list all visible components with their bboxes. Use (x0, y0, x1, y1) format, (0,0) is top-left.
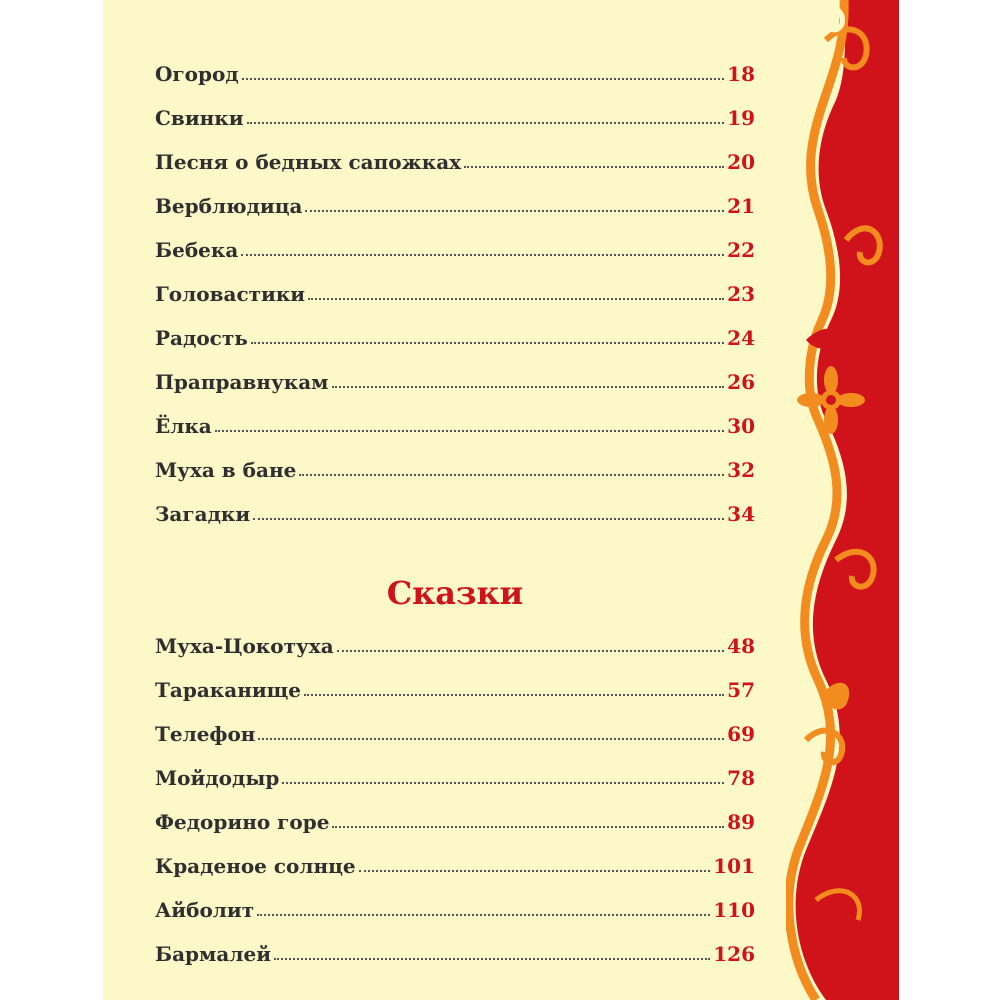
toc-entry-title: Верблюдица (155, 194, 303, 218)
toc-entry-title: Головастики (155, 282, 306, 306)
dot-leader (305, 210, 724, 212)
toc-entry-page: 57 (727, 678, 755, 702)
dot-leader (308, 298, 724, 300)
dot-leader (282, 782, 724, 784)
toc-entry-title: Радость (155, 326, 248, 350)
dot-leader (464, 166, 724, 168)
toc-entry-title: Муха-Цокотуха (155, 634, 334, 658)
dot-leader (215, 430, 724, 432)
toc-entry[interactable] (155, 448, 755, 482)
toc-entry[interactable] (155, 844, 755, 878)
toc-entry[interactable] (155, 404, 755, 438)
toc-entry-title: Огород (155, 62, 239, 86)
toc-entry[interactable] (155, 228, 755, 262)
toc-entry-page: 110 (713, 898, 755, 922)
toc-entry-title: Федорино горе (155, 810, 330, 834)
toc-entry[interactable] (155, 316, 755, 350)
toc-entry[interactable] (155, 932, 755, 966)
toc-entry-title: Загадки (155, 502, 251, 526)
dot-leader (332, 386, 725, 388)
toc-entry-page: 89 (727, 810, 755, 834)
toc-entry-title: Свинки (155, 106, 244, 130)
toc-entry[interactable] (155, 96, 755, 130)
toc-entry-title: Бебека (155, 238, 239, 262)
dot-leader (359, 870, 711, 872)
toc-entry[interactable] (155, 272, 755, 306)
dot-leader (332, 826, 724, 828)
dot-leader (337, 650, 725, 652)
dot-leader (253, 518, 724, 520)
toc-entry-page: 21 (727, 194, 755, 218)
toc-entry-page: 78 (727, 766, 755, 790)
toc-entry-title: Мойдодыр (155, 766, 280, 790)
toc-entry[interactable] (155, 712, 755, 746)
toc-entry[interactable] (155, 52, 755, 86)
toc-entry[interactable] (155, 184, 755, 218)
dot-leader (247, 122, 725, 124)
toc-entry-page: 34 (727, 502, 755, 526)
toc-entry-page: 19 (727, 106, 755, 130)
toc-entry-title: Ёлка (155, 414, 212, 438)
toc-entry[interactable] (155, 756, 755, 790)
dot-leader (242, 78, 724, 80)
dot-leader (274, 958, 710, 960)
table-of-contents (155, 0, 755, 1000)
toc-entry-title: Песня о бедных сапожках (155, 150, 462, 174)
dot-leader (304, 694, 724, 696)
toc-entry-title: Тараканище (155, 678, 302, 702)
toc-entry-page: 18 (727, 62, 755, 86)
toc-entry-page: 24 (727, 326, 755, 350)
dot-leader (258, 738, 724, 740)
section-heading-tales: Сказки (386, 574, 524, 612)
toc-entry[interactable] (155, 888, 755, 922)
toc-entry[interactable] (155, 360, 755, 394)
toc-entry[interactable] (155, 140, 755, 174)
toc-entry-title: Айболит (155, 898, 255, 922)
toc-entry-page: 20 (727, 150, 755, 174)
toc-entry-title: Муха в бане (155, 458, 297, 482)
dot-leader (241, 254, 724, 256)
toc-entry-title: Краденое солнце (155, 854, 356, 878)
toc-entry-page: 69 (727, 722, 755, 746)
dot-leader (251, 342, 724, 344)
toc-entry-page: 32 (727, 458, 755, 482)
toc-entry-page: 22 (727, 238, 755, 262)
toc-entry-page: 101 (713, 854, 755, 878)
toc-entry-page: 48 (727, 634, 755, 658)
toc-entry[interactable] (155, 668, 755, 702)
toc-entry-title: Телефон (155, 722, 256, 746)
floral-border-ornament-icon (786, 0, 899, 1000)
toc-entry-page: 26 (727, 370, 755, 394)
toc-entry-title: Праправнукам (155, 370, 329, 394)
toc-entry[interactable] (155, 624, 755, 658)
toc-entry[interactable] (155, 492, 755, 526)
dot-leader (257, 914, 710, 916)
toc-entry-page: 126 (713, 942, 755, 966)
toc-entry-page: 30 (727, 414, 755, 438)
toc-entry-page: 23 (727, 282, 755, 306)
book-page (103, 0, 899, 1000)
toc-entry[interactable] (155, 800, 755, 834)
dot-leader (299, 474, 724, 476)
toc-entry-title: Бармалей (155, 942, 272, 966)
